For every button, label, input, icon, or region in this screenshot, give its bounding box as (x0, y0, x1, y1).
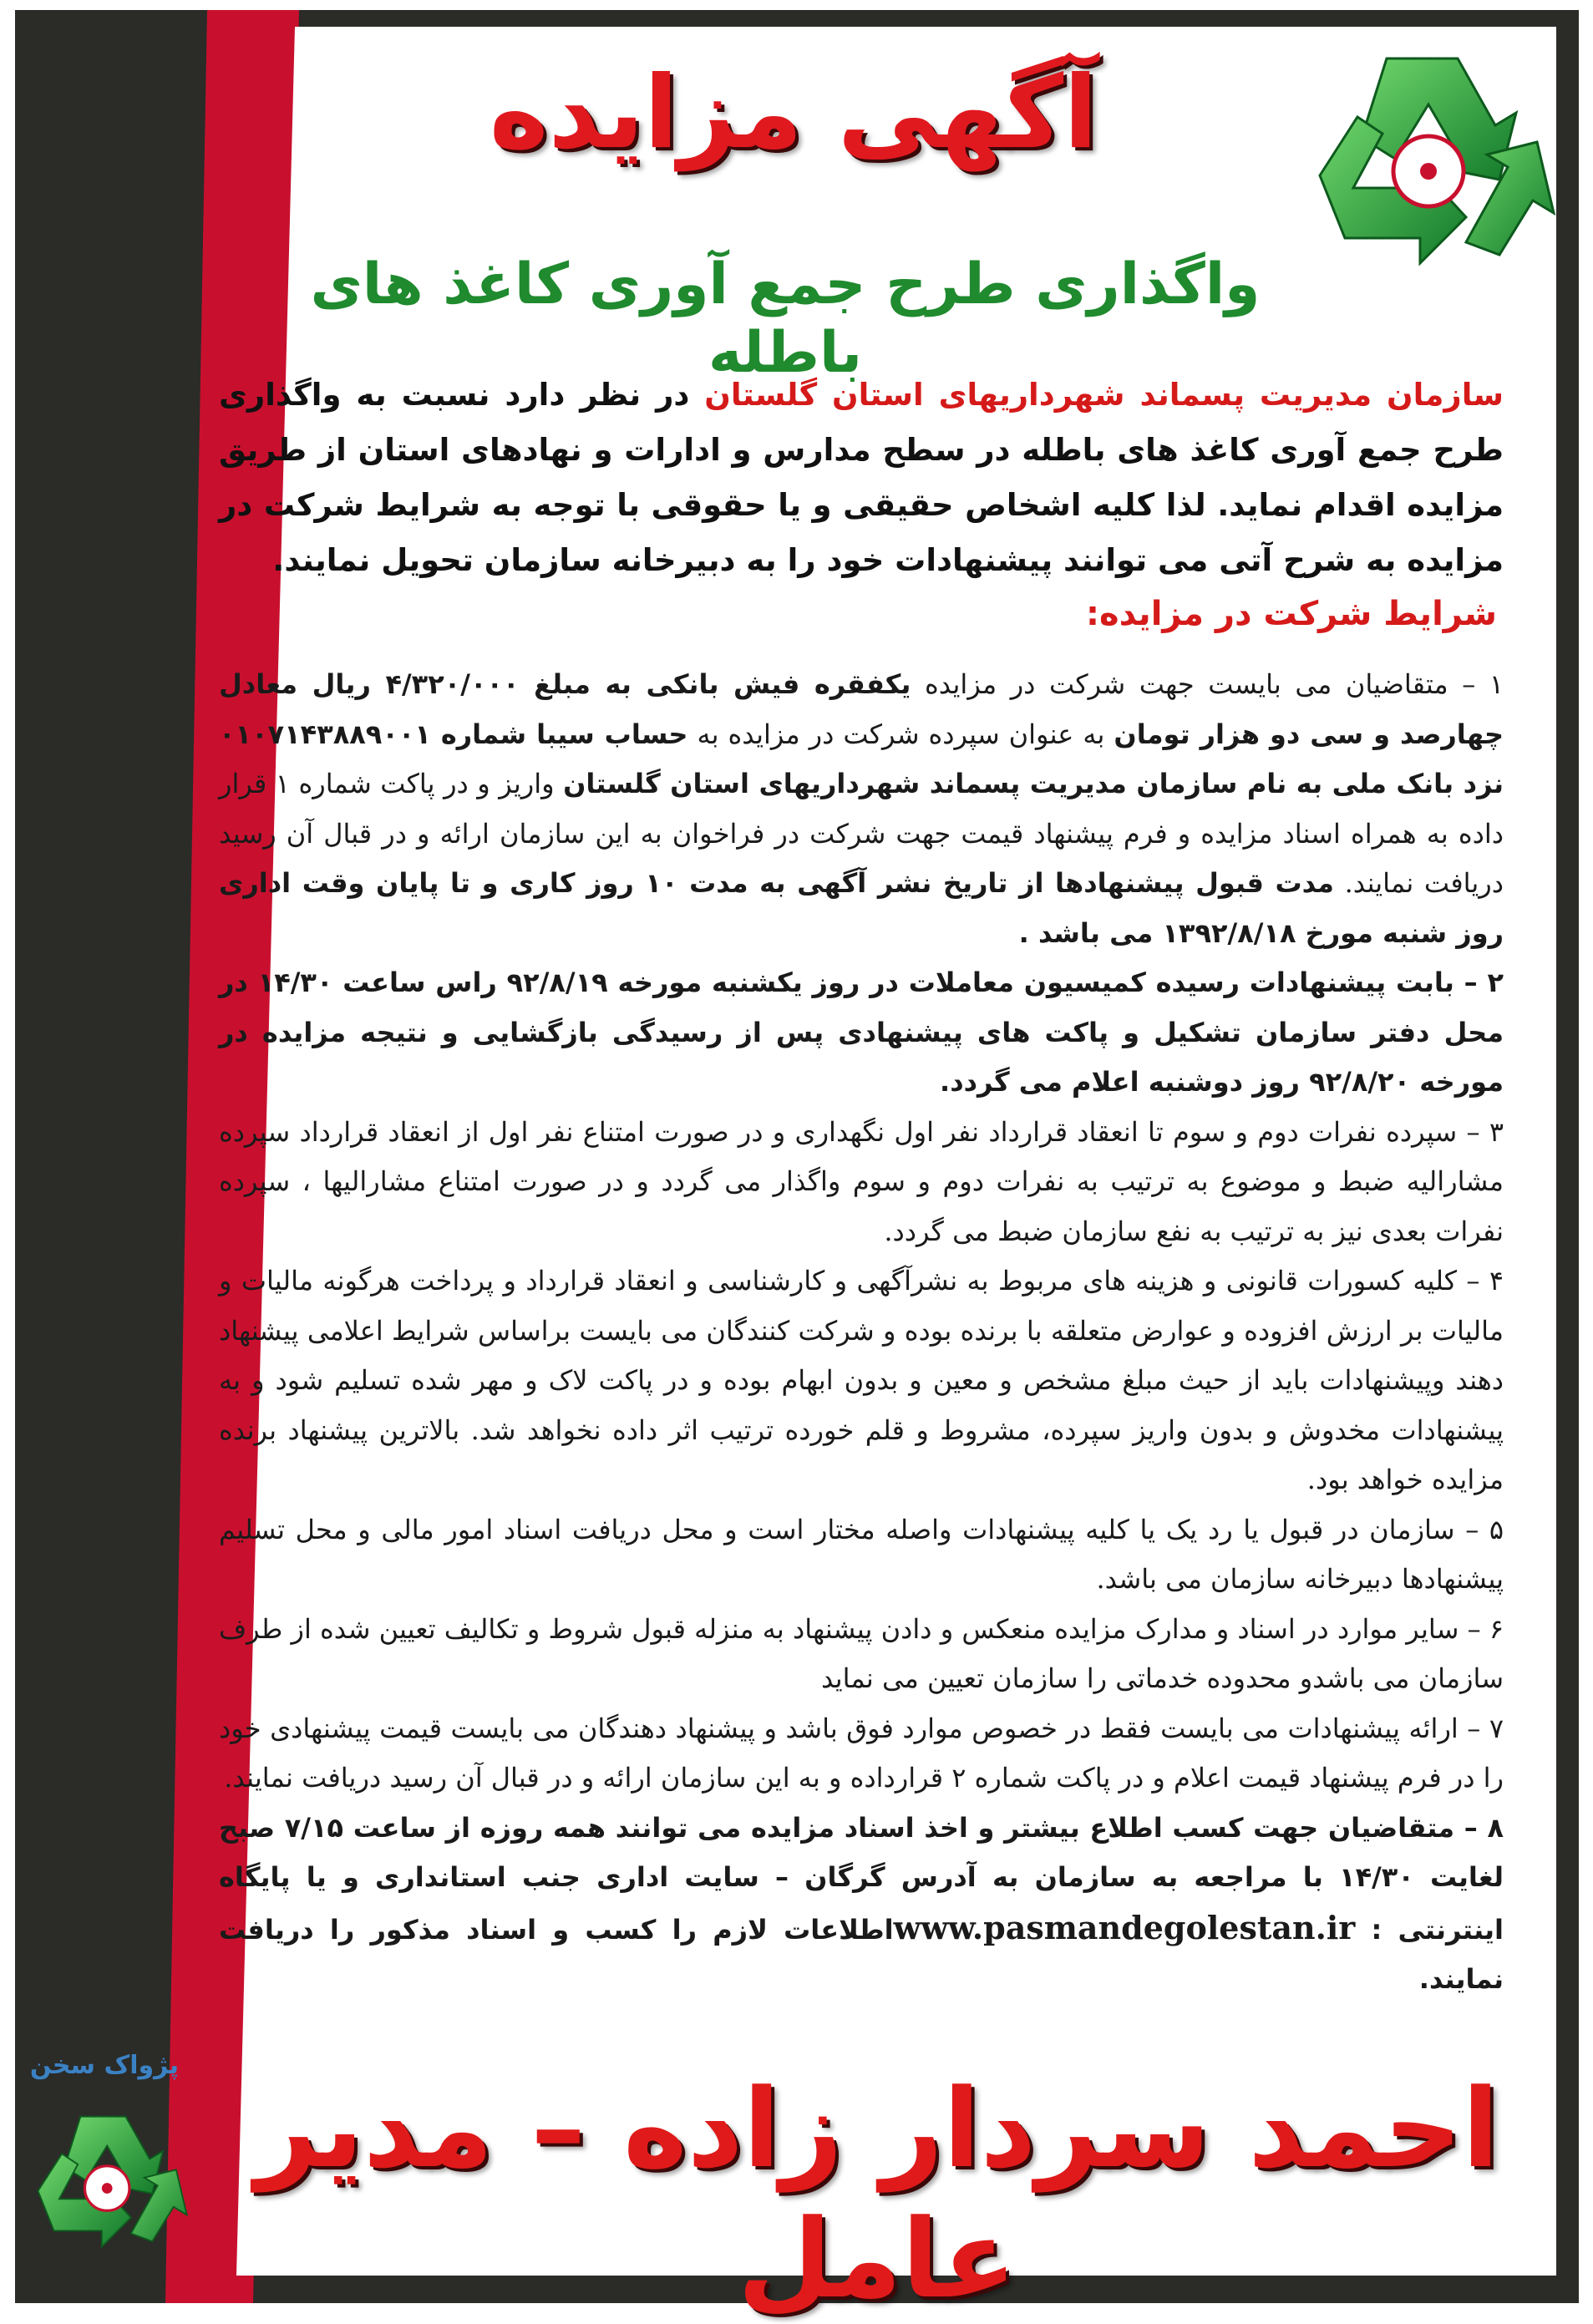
term-item-3: ۳ – سپرده نفرات دوم و سوم تا انعقاد قرارداد نفر اول نگهداری و در صورت امتناع نفر اول از انعقاد قرارداد سپرده مشارالیه ضبط و موضوع به ترتیب به نفرات دوم و سوم واگذار می گردد و در صورت امتناع مشارالیها ، سپرده نفرات بعدی نیز به ترتیب به نفع سازمان ضبط می گردد. (219, 1115, 1504, 1247)
term-item-5: ۵ – سازمان در قبول یا رد یک یا کلیه پیشنهادات واصله مختار است و محل دریافت اسناد امور مالی و محل تسلیم پیشنهادها دبیرخانه سازمان می باشد. (219, 1513, 1504, 1595)
intro-paragraph (219, 368, 1504, 588)
term-item-7: ۷ – ارائه پیشنهادات می بایست فقط در خصوص موارد فوق باشد و پیشنهاد دهندگان می بایست قیمت پیشنهادی خود را در فرم پیشنهاد قیمت اعلام و در پاکت شماره ۲ قرارداده و به این سازمان ارائه و در قبال آن رسید دریافت نمایند. (219, 1712, 1504, 1794)
website-link[interactable]: www.pasmandegolestan.ir (893, 1908, 1356, 1946)
term-2-text: ۲ – بابت پیشنهادات رسیده کمیسیون معاملات در روز یکشنبه مورخه ۹۲/۸/۱۹ راس ساعت ۱۴/۳۰ در محل دفتر سازمان تشکیل و پاکت های پیشنهادی پس از رسیدگی بازگشایی و نتیجه مزایده در مورخه ۹۲/۸/۲۰ روز دوشنبه اعلام می گردد. (219, 967, 1504, 1098)
term-item-1 (219, 660, 1504, 958)
term-1-amount: یکفقره فیش بانکی به مبلغ ۴/۳۲۰/۰۰۰ ریال معادل چهارصد و سی دو هزار تومان (219, 668, 1504, 750)
page-title: آگهی مزایده (489, 55, 1098, 171)
publisher-logo (17, 2051, 192, 2276)
term-8-text: اطلاعات لازم را کسب و اسناد مذکور را دریافت نمایند. (219, 1913, 1504, 1995)
organization-name: سازمان مدیریت پسماند شهرداریهای استان گلستان (704, 377, 1504, 413)
terms-list (219, 660, 1504, 2005)
term-1-text: واریز و در پاکت شماره ۱ قرار داده به همراه اسناد مزایده و فرم پیشنهاد قیمت جهت شرکت در فراخوان به این سازمان ارائه و در قبال آن رسید دریافت نمایند. (219, 768, 1504, 899)
publisher-mark: پژواک سخن (29, 2051, 180, 2080)
recycle-logo-svg (1286, 33, 1562, 284)
recycle-logo-icon (17, 2084, 192, 2276)
term-item-6: ۶ – سایر موارد در اسناد و مدارک مزایده منعکس و دادن پیشنهاد به منزله قبول شروط و تکالیف تعیین شده از طرف سازمان می باشدو محدوده خدماتی را سازمان تعیین می نماید (219, 1612, 1504, 1694)
term-item-4: ۴ – کلیه کسورات قانونی و هزینه های مربوط به نشرآگهی و کارشناسی و انعقاد قرارداد و پرداخت هرگونه مالیات و مالیات بر ارزش افزوده و عوارض متعلقه با برنده بوده و شرکت کنندگان می بایست براساس شرایط اعلامی پیشنهاد دهند وپیشنهادات باید از حیث مبلغ مشخص و معین و بدون ابهام بوده و در پاکت لاک و مهر شده تسلیم شود و به پیشنهادات مخدوش و بدون واریز سپرده، مشروط و قلم خورده ترتیب اثر داده نخواهد شد. بالاترین پیشنهاد برنده مزایده خواهد بود. (219, 1265, 1504, 1495)
term-item-8 (219, 1804, 1504, 2005)
conditions-heading: شرایط شرکت در مزایده: (1085, 595, 1497, 633)
term-8-text: ۸ – متقاضیان جهت کسب اطلاع بیشتر و اخذ اسناد مزایده می توانند همه روزه از ساعت ۷/۱۵ صبح لغایت ۱۴/۳۰ با مراجعه به سازمان به آدرس گرگان – سایت اداری جنب استانداری و یا پایگاه اینترنتی : (219, 1811, 1504, 1946)
term-item-2 (219, 958, 1504, 1108)
term-1-text: ۱ – متقاضیان می بایست جهت شرکت در مزایده (911, 668, 1504, 700)
term-1-text: به عنوان سپرده شرکت در مزایده به (687, 718, 1114, 750)
term-1-account: حساب سیبا شماره ۰۱۰۷۱۴۳۸۸۹۰۰۱ نزد بانک ملی به نام سازمان مدیریت پسماند شهرداریهای استان گلستان (219, 718, 1504, 799)
signatory-name: احمد سردار زاده – مدیر عامل (255, 2065, 1499, 2322)
term-1-deadline: مدت قبول پیشنهادها از تاریخ نشر آگهی به مدت ۱۰ روز کاری و تا پایان وقت اداری روز شنبه مورخ ۱۳۹۲/۸/۱۸ می باشد . (219, 867, 1504, 949)
intro-text: در نظر دارد نسبت به واگذاری طرح جمع آوری کاغذ های باطله در سطح مدارس و ادارات و نهادهای استان از طریق مزایده اقدام نماید. لذا کلیه اشخاص حقیقی و یا حقوقی با توجه به شرایط شرکت در مزایده به شرح آتی می توانند پیشنهادات خود را به دبیرخانه سازمان تحویل نمایند. (219, 377, 1504, 578)
recycle-logo-icon (1286, 33, 1562, 284)
page-subtitle: واگذاری طرح جمع آوری کاغذ های باطله (310, 251, 1261, 386)
